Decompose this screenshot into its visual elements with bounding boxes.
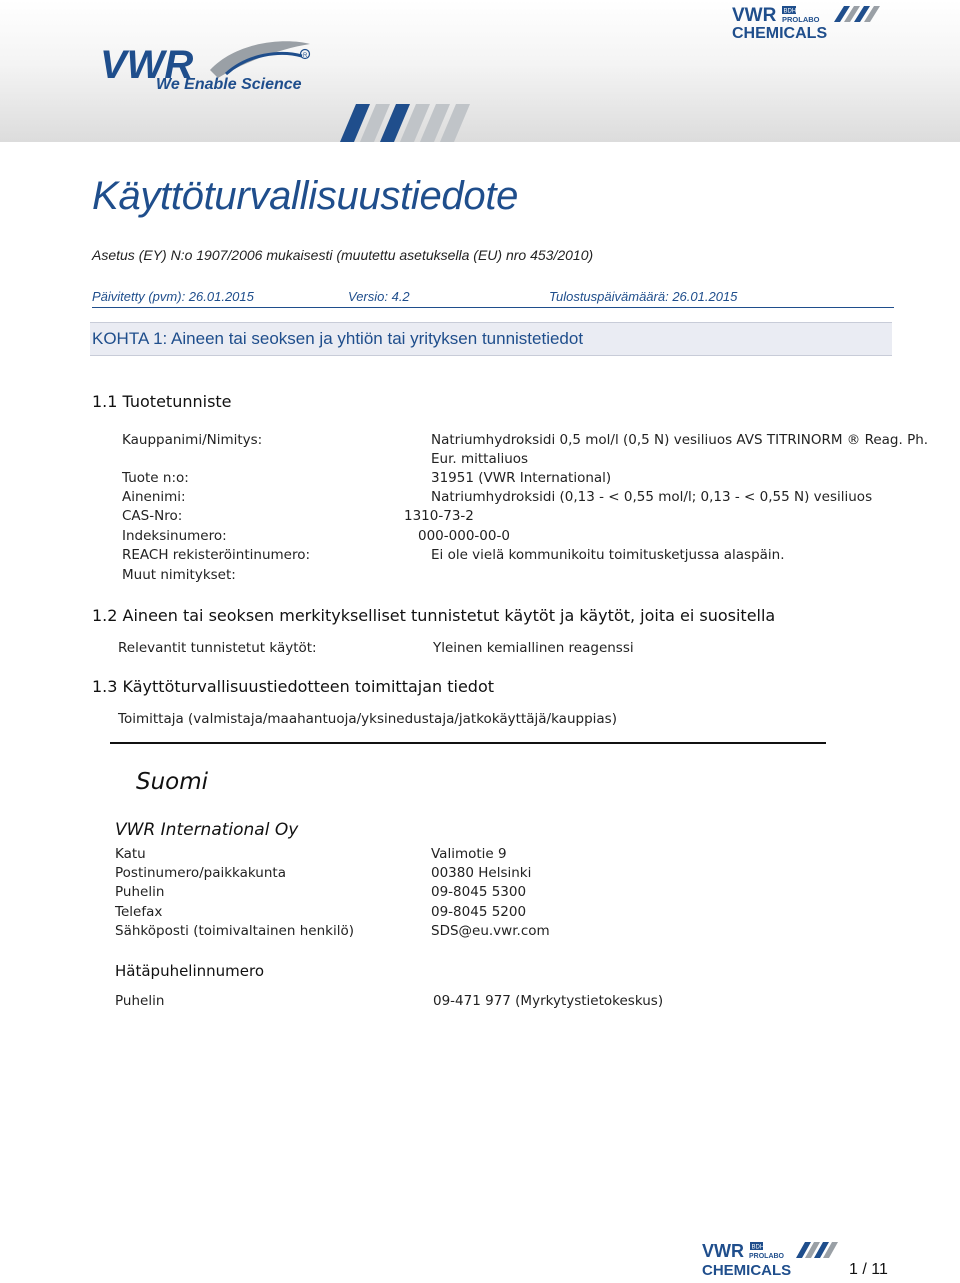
supplier-label: Toimittaja (valmistaja/maahantuoja/yksinedustaja/jatkokäyttäjä/kauppias) (118, 711, 617, 727)
heading-1-1: 1.1 Tuotetunniste (92, 392, 232, 411)
supplier-company: VWR International Oy (115, 820, 299, 840)
swoosh-icon (210, 41, 310, 78)
product-no-label: Tuote n:o: (122, 470, 189, 486)
svg-text:VWR: VWR (702, 1241, 744, 1261)
postal-label: Postinumero/paikkakunta (115, 865, 286, 881)
vwr-chemicals-logo (730, 4, 890, 40)
street-value: Valimotie 9 (431, 846, 507, 862)
vwr-logo (98, 34, 338, 106)
supplier-country: Suomi (136, 769, 209, 795)
phone-value: 09-8045 5300 (431, 884, 527, 900)
svg-text:PROLABO: PROLABO (749, 1253, 784, 1260)
trade-name-label: Kauppanimi/Nimitys: (122, 432, 263, 448)
index-label: Indeksinumero: (122, 528, 227, 544)
email-value: SDS@eu.vwr.com (431, 923, 550, 939)
email-label: Sähköposti (toimivaltainen henkilö) (115, 923, 354, 939)
cas-value: 1310-73-2 (404, 508, 474, 524)
page-number: 1 / 11 (849, 1261, 888, 1278)
emergency-heading: Hätäpuhelinnumero (115, 962, 265, 980)
product-no-value: 31951 (VWR International) (431, 470, 612, 486)
supplier-divider (110, 742, 826, 744)
fax-label: Telefax (115, 904, 163, 920)
section-title: KOHTA 1: Aineen tai seoksen ja yhtiön tai yrityksen tunnistetiedot (92, 329, 584, 348)
svg-text:BDH: BDH (783, 8, 797, 15)
chevron-decoration-icon (340, 104, 480, 142)
cas-label: CAS-Nro: (122, 508, 183, 524)
other-names-label: Muut nimitykset: (122, 567, 236, 583)
reach-value: Ei ole vielä kommunikoitu toimitusketjussa alaspäin. (431, 547, 785, 563)
updated-date: Päivitetty (pvm): 26.01.2015 (92, 289, 254, 304)
version-label: Versio: 4.2 (348, 289, 410, 304)
trade-name-value-line2: Eur. mittaliuos (431, 451, 529, 467)
substance-label: Ainenimi: (122, 489, 186, 505)
heading-1-2: 1.2 Aineen tai seoksen merkitykselliset tunnistetut käytöt ja käytöt, joita ei suositella (92, 606, 776, 625)
svg-text:CHEMICALS: CHEMICALS (732, 25, 828, 40)
emergency-phone-label: Puhelin (115, 993, 165, 1009)
svg-text:BDH: BDH (751, 1244, 765, 1251)
regulation-reference: Asetus (EY) N:o 1907/2006 mukaisesti (muutettu asetuksella (EU) nro 453/2010) (92, 247, 594, 263)
svg-text:VWR: VWR (100, 43, 194, 87)
reach-label: REACH rekisteröintinumero: (122, 547, 311, 563)
svg-text:PROLABO: PROLABO (782, 15, 820, 24)
svg-text:CHEMICALS: CHEMICALS (702, 1262, 792, 1278)
street-label: Katu (115, 846, 146, 862)
phone-label: Puhelin (115, 884, 165, 900)
svg-text:We Enable Science: We Enable Science (156, 76, 302, 93)
heading-1-3: 1.3 Käyttöturvallisuustiedotteen toimittajan tiedot (92, 677, 495, 696)
document-title: Käyttöturvallisuustiedote (92, 174, 519, 218)
trade-name-value-line1: Natriumhydroksidi 0,5 mol/l (0,5 N) vesiliuos AVS TITRINORM ® Reag. Ph. (431, 432, 929, 448)
fax-value: 09-8045 5200 (431, 904, 527, 920)
uses-label: Relevantit tunnistetut käytöt: (118, 640, 317, 656)
svg-text:R: R (303, 53, 308, 59)
svg-text:VWR: VWR (732, 5, 777, 26)
meta-divider (92, 307, 894, 308)
postal-value: 00380 Helsinki (431, 865, 532, 881)
index-value: 000-000-00-0 (418, 528, 510, 544)
emergency-phone-value: 09-471 977 (Myrkytystietokeskus) (433, 993, 664, 1009)
uses-value: Yleinen kemiallinen reagenssi (433, 640, 634, 656)
print-date: Tulostuspäivämäärä: 26.01.2015 (549, 289, 738, 304)
substance-value: Natriumhydroksidi (0,13 - < 0,55 mol/l; 0,13 - < 0,55 N) vesiliuos (431, 489, 873, 505)
footer-vwr-chemicals-logo (700, 1238, 842, 1278)
